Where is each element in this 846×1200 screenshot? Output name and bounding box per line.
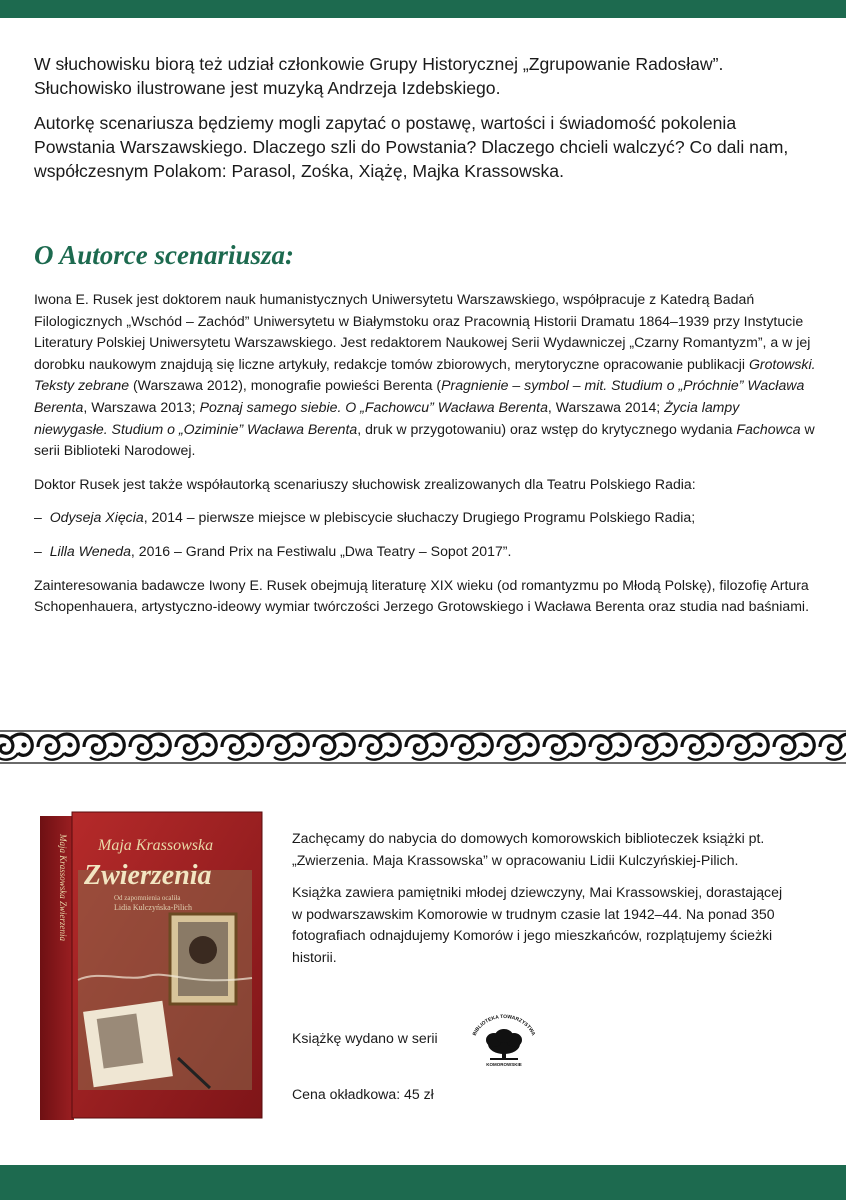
intro-section: [34, 52, 814, 194]
ornament-motif: [728, 734, 768, 760]
promo-paragraph-2: Książka zawiera pamiętniki młodej dziewczyny, Mai Krassowskiej, dorastającej w podwarszawskim Komorowie w trudnym czasie lat 1942–44. Na ponad 350 fotografiach odnajdujemy Komorów i jego mieszkańców, rozplątujemy ścieżki historii.: [292, 884, 783, 965]
book-cover-image: [38, 810, 264, 1124]
top-green-bar: [0, 0, 846, 18]
bio-text: , druk w przygotowaniu) oraz wstęp do krytycznego wydania: [357, 420, 737, 437]
bio-text: w serii Biblioteki Narodowej.: [34, 420, 815, 459]
bio-paragraph-2: Doktor Rusek jest także współautorką scenariuszy słuchowisk zrealizowanych dla Teatru Polskiego Radia:: [34, 475, 696, 492]
bio-text: (Warszawa 2012), monografie powieści Berenta (: [129, 377, 442, 394]
ornament-motif: [38, 734, 78, 760]
book-editor-text: Lidia Kulczyńska-Pilich: [114, 903, 192, 912]
intro-paragraph-1: W słuchowisku biorą też udział członkowie Grupy Historycznej „Zgrupowanie Radosław”. Słuchowisko ilustrowane jest muzyką Andrzeja Izdebskiego.: [34, 54, 724, 98]
book-promo: [292, 828, 792, 980]
promo-paragraph-1: Zachęcamy do nabycia do domowych komorowskich biblioteczek książki pt. „Zwierzenia. Maja Krassowska” w opracowaniu Lidii Kulczyńskiej-Pilich.: [292, 830, 765, 868]
series-row: [292, 1014, 592, 1072]
radio-play-title: Odyseja Xięcia: [49, 509, 144, 526]
decorative-ornament-border: [0, 727, 846, 767]
book-author-text: Maja Krassowska: [98, 837, 214, 854]
bio-list-item-2: [34, 541, 816, 563]
ornament-motif: [0, 734, 32, 760]
ornament-motif: [544, 734, 584, 760]
ornament-motif: [590, 734, 630, 760]
ornament-motif: [406, 734, 446, 760]
ornament-motif: [222, 734, 262, 760]
bio-text: Iwona E. Rusek jest doktorem nauk humanistycznych Uniwersytetu Warszawskiego, współpracuje z Katedrą Badań Filologicznych „Wschód – Zachód” Uniwersytetu w Białymstoku oraz Pracownią Historii Dramatu 1864–1939 przy Instytucie Literatury Polskiej Uniwersytetu Warszawskiego. Jest redaktorem Naukowej Serii Wydawniczej „Czarny Romantyzm”, a w jej dorobku naukowym znajdują się liczne artykuły, redakcje tomów zbiorowych, merytoryczne opracowanie publikacji: [34, 291, 811, 372]
bio-text: , Warszawa 2014;: [547, 398, 665, 415]
bio-text: , Warszawa 2013;: [83, 398, 200, 415]
ornament-motif: [682, 734, 722, 760]
ornament-motif: [636, 734, 676, 760]
ornament-motif: [84, 734, 124, 760]
bio-work-title: Fachowca: [736, 420, 801, 437]
book-title-text: Zwierzenia: [84, 860, 212, 891]
radio-play-title: Lilla Weneda: [49, 542, 131, 559]
bio-paragraph-1: [34, 289, 816, 462]
ornament-motif: [452, 734, 492, 760]
ornament-motif: [360, 734, 400, 760]
ornament-motif: [130, 734, 170, 760]
ornament-motif: [498, 734, 538, 760]
bio-work-title: Życia lampy niewygasłe. Studium o „Oziminie” Wacława Berenta: [34, 398, 740, 437]
bio-text: , 2016 – Grand Prix na Festiwalu „Dwa Teatry – Sopot 2017”.: [130, 542, 512, 559]
book-subtitle-text: Od zapomnienia ocaliła: [114, 894, 181, 902]
bio-list-item-1: [34, 507, 816, 529]
library-tree-logo: [468, 1014, 540, 1068]
intro-paragraph-2: Autorkę scenariusza będziemy mogli zapytać o postawę, wartości i świadomość pokolenia Powstania Warszawskiego. Dlaczego szli do Powstania? Dlaczego chcieli walczyć? Co dali nam, współczesnym Polakom: Parasol, Zośka, Xiążę, Majka Krassowska.: [34, 113, 789, 181]
list-dash: –: [34, 542, 42, 559]
bottom-green-bar: [0, 1165, 846, 1200]
book-spine-text: Maja Krassowska Zwierzenia: [58, 834, 68, 942]
series-label: Książkę wydano w serii: [292, 1030, 438, 1046]
bio-work-title: Grotowski. Teksty zebrane: [34, 355, 816, 394]
ornament-motif: [268, 734, 308, 760]
ornament-motif: [820, 734, 846, 760]
ornament-motif: [774, 734, 814, 760]
logo-text-top: BIBLIOTEKA TOWARZYSTWA: [471, 1014, 537, 1037]
bio-text: , 2014 – pierwsze miejsce w plebiscycie słuchaczy Drugiego Programu Polskiego Radia;: [143, 509, 696, 526]
bio-paragraph-3: Zainteresowania badawcze Iwony E. Rusek obejmują literaturę XIX wieku (od romantyzmu po Młodą Polskę), filozofię Artura Schopenhauera, artystyczno-ideowy wymiar twórczości Jerzego Grotowskiego i Wacława Berenta oraz studia nad baśniami.: [34, 576, 809, 615]
bio-work-title: Poznaj samego siebie. O „Fachowcu” Wacława Berenta: [199, 398, 548, 415]
section-heading: O Autorce scenariusza:: [34, 240, 295, 270]
logo-text-bottom: KOMOROWSKIE: [486, 1062, 522, 1067]
ornament-motif: [314, 734, 354, 760]
author-bio: [34, 289, 816, 630]
cover-price: Cena okładkowa: 45 zł: [292, 1086, 434, 1102]
ornament-motif: [176, 734, 216, 760]
list-dash: –: [34, 509, 42, 526]
bio-work-title: Pragnienie – symbol – mit. Studium o „Próchnie” Wacława Berenta: [34, 377, 805, 415]
